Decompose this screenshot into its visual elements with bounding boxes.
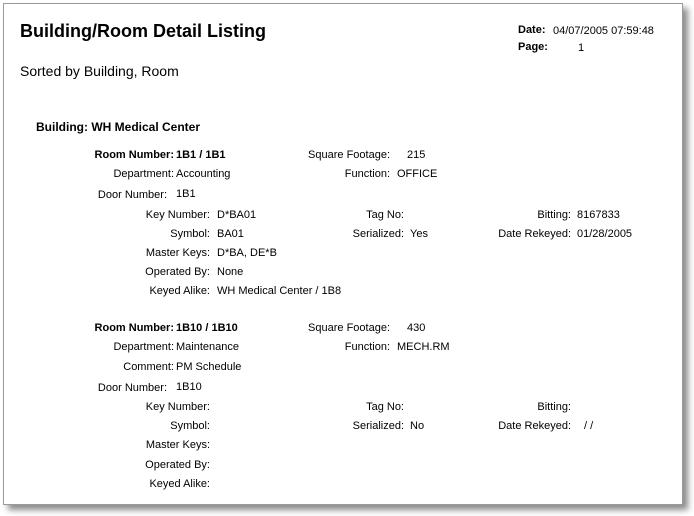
serialized-label: Serialized: bbox=[352, 228, 404, 240]
date-rekeyed-value: / / bbox=[584, 420, 594, 432]
bitting-label: Bitting: bbox=[537, 209, 571, 221]
keyed-alike-label: Keyed Alike: bbox=[149, 285, 210, 297]
department-label: Department: bbox=[113, 341, 174, 353]
comment-value: PM Schedule bbox=[176, 361, 242, 373]
date-label: Date: bbox=[518, 24, 546, 36]
date-rekeyed-label: Date Rekeyed: bbox=[498, 420, 571, 432]
serialized-label: Serialized: bbox=[352, 420, 404, 432]
tag-no-label: Tag No: bbox=[366, 209, 404, 221]
keyed-alike-value: WH Medical Center / 1B8 bbox=[217, 285, 342, 297]
square-footage-label: Square Footage: bbox=[308, 322, 390, 334]
key-number-label: Key Number: bbox=[145, 209, 210, 221]
comment-label: Comment: bbox=[123, 361, 174, 373]
keyed-alike-label: Keyed Alike: bbox=[149, 478, 210, 490]
master-keys-value: D*BA, DE*B bbox=[217, 247, 277, 259]
square-footage-value: 430 bbox=[407, 322, 426, 334]
date-rekeyed-value: 01/28/2005 bbox=[577, 228, 633, 240]
building-label: Building: bbox=[36, 120, 88, 134]
page-number: 1 bbox=[578, 42, 585, 54]
room-number-label: Room Number: bbox=[94, 322, 174, 334]
date-rekeyed-label: Date Rekeyed: bbox=[498, 228, 571, 240]
door-number-label: Door Number: bbox=[97, 382, 167, 394]
symbol-label: Symbol: bbox=[170, 228, 210, 240]
key-number-value: D*BA01 bbox=[217, 209, 257, 221]
report-title: Building/Room Detail Listing bbox=[20, 21, 266, 41]
room-number-value: 1B10 / 1B10 bbox=[176, 322, 238, 334]
operated-by-label: Operated By: bbox=[145, 459, 210, 471]
report-page bbox=[3, 3, 683, 505]
function-label: Function: bbox=[344, 168, 390, 180]
bitting-label: Bitting: bbox=[537, 401, 571, 413]
function-value: OFFICE bbox=[397, 168, 438, 180]
function-label: Function: bbox=[344, 341, 390, 353]
key-number-label: Key Number: bbox=[145, 401, 210, 413]
room-number-label: Room Number: bbox=[94, 149, 174, 161]
department-value: Maintenance bbox=[176, 341, 239, 353]
door-number-value: 1B10 bbox=[176, 381, 202, 393]
bitting-value: 8167833 bbox=[577, 209, 620, 221]
function-value: MECH.RM bbox=[397, 341, 450, 353]
symbol-label: Symbol: bbox=[170, 420, 210, 432]
door-number-label: Door Number: bbox=[97, 189, 167, 201]
master-keys-label: Master Keys: bbox=[145, 439, 210, 451]
serialized-value: No bbox=[410, 420, 425, 432]
building-heading bbox=[36, 120, 200, 134]
building-name: WH Medical Center bbox=[91, 120, 201, 134]
operated-by-label: Operated By: bbox=[145, 266, 210, 278]
tag-no-label: Tag No: bbox=[366, 401, 404, 413]
department-value: Accounting bbox=[176, 168, 231, 180]
symbol-value: BA01 bbox=[217, 228, 244, 240]
master-keys-label: Master Keys: bbox=[145, 247, 210, 259]
room-number-value: 1B1 / 1B1 bbox=[176, 149, 226, 161]
department-label: Department: bbox=[113, 168, 174, 180]
date-value: 04/07/2005 07:59:48 bbox=[553, 25, 654, 37]
door-number-value: 1B1 bbox=[176, 188, 196, 200]
serialized-value: Yes bbox=[410, 228, 428, 240]
page-label: Page: bbox=[518, 41, 548, 53]
report-subtitle: Sorted by Building, Room bbox=[20, 63, 179, 79]
square-footage-value: 215 bbox=[407, 149, 426, 161]
square-footage-label: Square Footage: bbox=[308, 149, 390, 161]
operated-by-value: None bbox=[217, 266, 244, 278]
